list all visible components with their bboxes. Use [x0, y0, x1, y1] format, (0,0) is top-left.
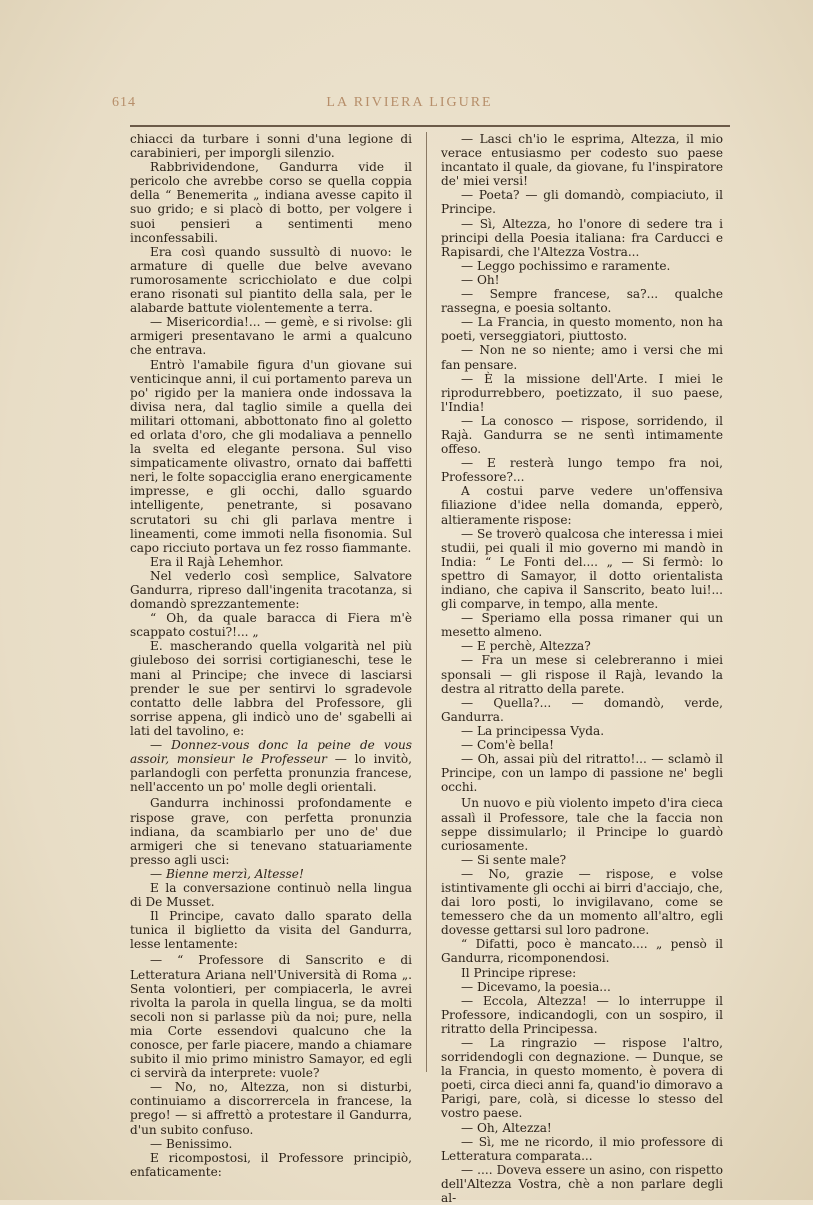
- paragraph: — Sì, Altezza, ho l'onore di sedere tra i principi della Poesia italiana: fra Carducci e Rapisardi, che l'Altezza Vostra...: [441, 216, 723, 259]
- paragraph: — La ringrazio — rispose l'altro, sorridendogli con degnazione. — Dunque, se la Francia, in questo momento, è povera di poeti, circa dieci anni fa, quand'io dimoravo a Parigi, pare, colà, si dicesse lo stesso del vostro paese.: [441, 1036, 723, 1121]
- paragraph: — Non ne so niente; amo i versi che mi fan pensare.: [441, 343, 723, 372]
- paragraph: — La principessa Vyda.: [461, 723, 605, 738]
- paragraph: — Donnez-vous donc la peine de vous assoir, monsieur le Professeur — lo invitò, parlandogli con perfetta pronunzia francese, nell'accento un po' molle degli orientali.: [130, 738, 412, 795]
- paragraph: E la conversazione continuò nella lingua di De Musset.: [130, 880, 412, 910]
- paragraph: Era il Rajà Lehemhor.: [150, 554, 284, 569]
- paragraph: Entrò l'amabile figura d'un giovane sui venticinque anni, il cui portamento pareva un po' rigido per la maniera onde indossava la divisa nera, dal taglio simile a quella dei militari ottomani, abbottonato fino al goletto ed orlata d'oro, che gli modaliava a pennello la svelta ed elegante persona. Sul viso simpaticamente olivastro, ornato dai baffetti neri, le folte sopacciglia erano energicamente impresse, e gli occhi, dallo sguardo intelligente, penetrante, si posavano scrutatori su chi gli parlava mentre i lineamenti, come immoti nella fisonomia. Sul capo ricciuto portava un fez rosso fiammante.: [130, 357, 412, 555]
- paragraph: — Benissimo.: [150, 1136, 233, 1151]
- paragraph: chiacci da turbare i sonni d'una legione di carabinieri, per imporgli silenzio.: [130, 132, 412, 161]
- paragraph: — Poeta? — gli domandò, compiaciuto, il Principe.: [441, 188, 723, 217]
- column-divider: [426, 132, 427, 1072]
- paragraph: — Leggo pochissimo e raramente.: [461, 258, 671, 273]
- paragraph: — E perchè, Altezza?: [461, 639, 591, 654]
- paragraph: Era così quando sussultò di nuovo: le armature di quelle due belve avevano rumorosamente scricchiolato e due colpi erano risonati sul piantito della sala, per le alabarde battute violentemente a terra.: [130, 244, 412, 316]
- paragraph: — Quella?... — domandò, verde, Gandurra.: [441, 695, 723, 724]
- paragraph: — E resterà lungo tempo fra noi, Professore?...: [441, 456, 723, 485]
- paragraph: — Bienne merzì, Altesse!: [150, 866, 304, 881]
- paragraph: Il Principe, cavato dallo sparato della tunica il biglietto da visita del Gandurra, lesse lentamente:: [130, 909, 412, 952]
- paragraph: — Speriamo ella possa rimaner qui un mesetto almeno.: [441, 611, 723, 640]
- right-column: [441, 132, 723, 1205]
- paragraph: — Oh!: [461, 272, 500, 287]
- paragraph: Il Principe riprese:: [461, 965, 577, 980]
- header-rule: [130, 125, 730, 127]
- paragraph: Gandurra inchinossi profondamente e rispose grave, con perfetta pronunzia indiana, da scambiarlo per uno de' due armigeri che si tenevano statuariamente presso agli usci:: [130, 796, 412, 867]
- paragraph: — .... Doveva essere un asino, con rispetto dell'Altezza Vostra, chè a non parlare degli al-: [441, 1162, 723, 1205]
- paragraph: — Se troverò qualcosa che interessa i miei studii, pei quali il mio governo mi mandò in India: “ Le Fonti del.... „ — Si fermò: lo spettro di Samayor, il dotto orientalista indiano, che capiva il Sanscrito, beato lui!... gli comparve, in tempo, alla mente.: [441, 526, 723, 612]
- paragraph: Rabbrividendone, Gandurra vide il pericolo che avrebbe corso se quella coppia della “ Benemerita „ indiana avesse capito il suo grido; e si placò di botto, per volgere i suoi pensieri a sentimenti meno inconfessabili.: [130, 160, 412, 245]
- paragraph: — Fra un mese si celebreranno i miei sponsali — gli rispose il Rajà, levando la destra al ritratto della parete.: [441, 653, 723, 696]
- paragraph: — No, no, Altezza, non si disturbi, continuiamo a discorrercela in francese, la prego! — si affrettò a protestare il Gandurra, d'un subito confuso.: [130, 1080, 412, 1137]
- paragraph: Un nuovo e più violento impeto d'ira cieca assalì il Professore, tale che la faccia non seppe dissimularlo; il Principe lo guardò curiosamente.: [441, 796, 723, 853]
- paragraph: E. mascherando quella volgarità nel più giuleboso dei sorrisi cortigianeschi, tese le mani al Principe; che invece di lasciarsi prender le sue per sentirvi lo sgradevole contatto delle labbra del Professore, gli sorrise appena, gli indicò uno de' sgabelli ai lati del tavolino, e:: [130, 639, 412, 738]
- paragraph: — La Francia, in questo momento, non ha poeti, verseggiatori, piuttosto.: [441, 315, 723, 344]
- paragraph: — “ Professore di Sanscrito e di Letteratura Ariana nell'Università di Roma „. Senta volontieri, per compiacerla, le avrei rivolta la parola in quella lingua, se da molti secoli non si parlasse più da noi; pure, nella mia Corte essendovi qualcuno che la conosce, per farle piacere, mando a chiamare subito il mio primo ministro Samayor, ed egli ci servirà da interprete: vuole?: [130, 953, 412, 1081]
- left-column: [130, 132, 412, 1179]
- paragraph: — Eccola, Altezza! — lo interruppe il Professore, indicandogli, con un sospiro, il ritratto della Principessa.: [441, 993, 723, 1036]
- paragraph: — È la missione dell'Arte. I miei le riprodurrebbero, poetizzato, il suo paese, l'India!: [441, 371, 723, 414]
- paragraph: “ Difatti, poco è mancato.... „ pensò il Gandurra, ricomponendosi.: [441, 937, 723, 966]
- paragraph: — Misericordia!... — gemè, e si rivolse: gli armigeri presentavano le armi a qualcuno che entrava.: [130, 315, 412, 358]
- page-number: 614: [112, 95, 136, 110]
- paragraph: — Lasci ch'io le esprima, Altezza, il mio verace entusiasmo per codesto suo paese incantato il quale, da giovane, fu l'inspiratore de' miei versi!: [441, 132, 723, 189]
- paragraph: — Oh, Altezza!: [461, 1120, 552, 1135]
- paragraph: Nel vederlo così semplice, Salvatore Gandurra, ripreso dall'ingenita tracotanza, si domandò sprezzantemente:: [130, 568, 412, 612]
- paragraph: — No, grazie — rispose, e volse istintivamente gli occhi ai birri d'acciajo, che, dai loro posti, lo invigilavano, come se temessero che da un momento all'altro, egli dovesse gettarsi sul loro padrone.: [441, 866, 723, 938]
- paragraph: — Sì, me ne ricordo, il mio professore di Letteratura comparata...: [441, 1134, 723, 1163]
- paragraph: — Dicevamo, la poesia...: [461, 979, 611, 994]
- paragraph: “ Oh, da quale baracca di Fiera m'è scappato costui?!... „: [130, 611, 412, 640]
- paragraph: E ricompostosi, il Professore principiò, enfaticamente:: [130, 1150, 412, 1179]
- paragraph: — La conosco — rispose, sorridendo, il Rajà. Gandurra se ne sentì intimamente offeso.: [441, 413, 723, 457]
- paragraph: — Oh, assai più del ritratto!... — sclamò il Principe, con un lampo di passione ne' begli occhi.: [441, 752, 723, 795]
- running-title: LA RIVIERA LIGURE: [326, 95, 493, 110]
- paragraph: — Sempre francese, sa?... qualche rassegna, e poesia soltanto.: [441, 287, 723, 316]
- paragraph: A costui parve vedere un'offensiva filiazione d'idee nella domanda, epperò, altieramente rispose:: [441, 484, 723, 527]
- page-header: [112, 95, 707, 119]
- paragraph: — Com'è bella!: [461, 738, 554, 753]
- paragraph: — Si sente male?: [461, 852, 567, 867]
